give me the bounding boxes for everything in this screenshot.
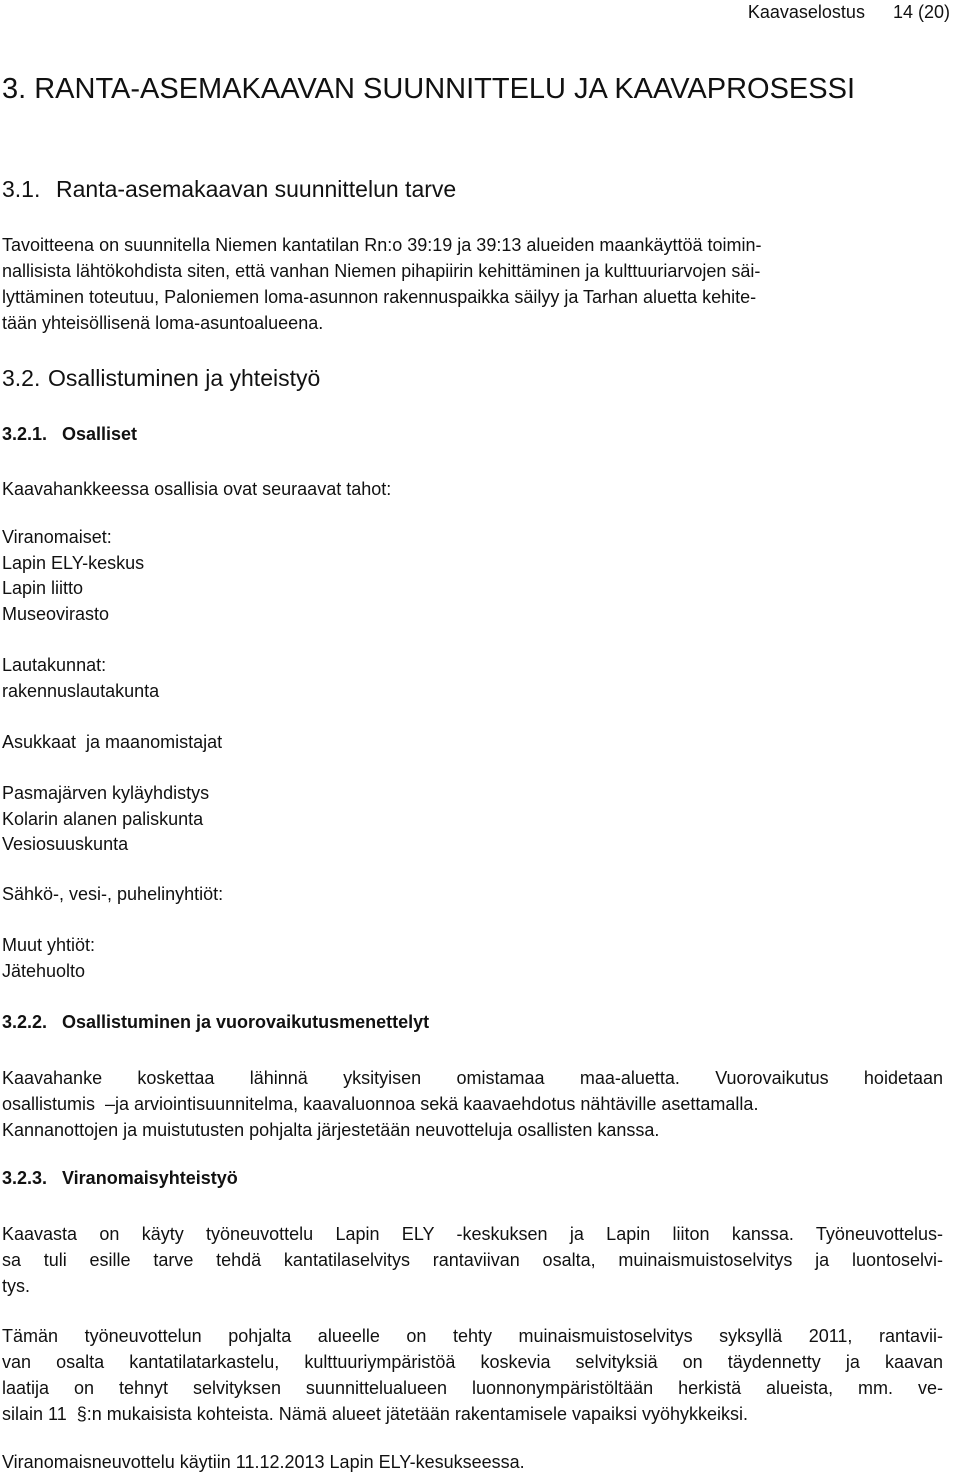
section-3-2-3-paragraph-3: Viranomaisneuvottelu käytiin 11.12.2013 Lapin ELY-kesukseessa. bbox=[2, 1452, 525, 1472]
section-heading-3-1 bbox=[2, 176, 456, 203]
text-line: sa tuli esille tarve tehdä kantatilaselvitys rantaviivan osalta, muinaismuistoselvitys ja luontoselvi- bbox=[2, 1250, 943, 1270]
text-line: lyttäminen toteutuu, Paloniemen loma-asunnon rakennuspaikka säilyy ja Tarhan aluetta kehite- bbox=[2, 287, 757, 307]
list-item: Lautakunnat: bbox=[2, 655, 107, 675]
section-title: Viranomaisyhteistyö bbox=[62, 1168, 238, 1188]
list-item: Asukkaat ja maanomistajat bbox=[2, 732, 223, 752]
list-item: Sähkö-, vesi-, puhelinyhtiöt: bbox=[2, 884, 224, 904]
text-line: Tavoitteena on suunnitella Niemen kantatilan Rn:o 39:19 ja 39:13 alueiden maankäyttöä toimin- bbox=[2, 235, 762, 255]
list-item: Lapin ELY-keskus bbox=[2, 552, 145, 573]
list-item: Kolarin alanen paliskunta bbox=[2, 808, 204, 829]
section-3-1-paragraph bbox=[2, 232, 943, 336]
section-heading-3-2-1 bbox=[2, 424, 137, 445]
section-number: 3.1. bbox=[2, 176, 41, 202]
stakeholder-group-authorities bbox=[2, 525, 144, 627]
text-line: Tämän työneuvottelun pohjalta alueelle on tehty muinaismuistoselvitys syksyllä 2011, rantavii- bbox=[2, 1326, 943, 1346]
text-line: tään yhteisöllisenä loma-asuntoalueena. bbox=[2, 313, 324, 333]
page-number: 14 (20) bbox=[892, 2, 950, 22]
section-heading-3-2 bbox=[2, 365, 320, 392]
list-item: Jätehuolto bbox=[2, 960, 86, 981]
stakeholder-group-associations bbox=[2, 781, 209, 858]
text-line: Kaavasta on käyty työneuvottelu Lapin ELY -keskuksen ja Lapin liiton kanssa. Työneuvottelus- bbox=[2, 1224, 943, 1244]
section-title: Ranta-asemakaavan suunnittelun tarve bbox=[56, 176, 457, 202]
chapter-heading: 3. RANTA-ASEMAKAAVAN SUUNNITTELU JA KAAVAPROSESSI bbox=[2, 73, 856, 105]
stakeholder-group-other-companies bbox=[2, 933, 95, 984]
section-number: 3.2.3. bbox=[2, 1168, 48, 1188]
list-item: Museovirasto bbox=[2, 603, 110, 624]
section-heading-3-2-2 bbox=[2, 1012, 429, 1033]
section-title: Osallistuminen ja yhteistyö bbox=[48, 365, 321, 391]
text-line: tys. bbox=[2, 1276, 31, 1296]
stakeholder-group-utilities bbox=[2, 882, 223, 908]
section-number: 3.2.2. bbox=[2, 1012, 48, 1032]
section-number: 3.2. bbox=[2, 365, 41, 391]
text-line: van osalta kantatilatarkastelu, kulttuuriympäristöä koskevia selvityksiä on täydennetty ja kaavan bbox=[2, 1352, 943, 1372]
list-item: Muut yhtiöt: bbox=[2, 935, 96, 955]
section-number: 3.2.1. bbox=[2, 424, 48, 444]
section-3-2-3-paragraph-2 bbox=[2, 1323, 943, 1427]
list-item: Pasmajärven kyläyhdistys bbox=[2, 783, 210, 803]
text-line: Kannanottojen ja muistutusten pohjalta järjestetään neuvotteluja osallisten kanssa. bbox=[2, 1120, 660, 1140]
section-heading-3-2-3 bbox=[2, 1168, 238, 1189]
text-line: nallisista lähtökohdista siten, että vanhan Niemen pihapiirin kehittäminen ja kulttuuriarvojen säi- bbox=[2, 261, 761, 281]
text-line: osallistumis –ja arviointisuunnitelma, kaavaluonnoa sekä kaavaehdotus nähtäville asettamalla. bbox=[2, 1094, 759, 1114]
document-title: Kaavaselostus bbox=[747, 2, 865, 22]
text-line: laatija on tehnyt selvityksen suunnittelualueen luonnonympäristöltään herkistä alueista, mm. ve- bbox=[2, 1378, 943, 1398]
list-item: rakennuslautakunta bbox=[2, 680, 160, 701]
text-line: Kaavahanke koskettaa lähinnä yksityisen omistamaa maa-aluetta. Vuorovaikutus hoidetaan bbox=[2, 1068, 943, 1088]
osalliset-intro: Kaavahankkeessa osallisia ovat seuraavat tahot: bbox=[2, 479, 392, 499]
stakeholder-group-residents bbox=[2, 730, 222, 756]
section-3-2-2-paragraph bbox=[2, 1065, 943, 1143]
stakeholder-group-boards bbox=[2, 653, 159, 704]
page-header bbox=[748, 2, 950, 23]
list-item: Lapin liitto bbox=[2, 578, 84, 598]
section-title: Osalliset bbox=[62, 424, 138, 444]
text-line: silain 11 §:n mukaisista kohteista. Nämä alueet jätetään rakentamisele vapaiksi vyöhykkeiksi. bbox=[2, 1404, 749, 1424]
section-3-2-3-paragraph-1 bbox=[2, 1221, 943, 1299]
list-item: Viranomaiset: bbox=[2, 527, 112, 547]
list-item: Vesiosuuskunta bbox=[2, 834, 129, 854]
section-title: Osallistuminen ja vuorovaikutusmenettelyt bbox=[62, 1012, 430, 1032]
